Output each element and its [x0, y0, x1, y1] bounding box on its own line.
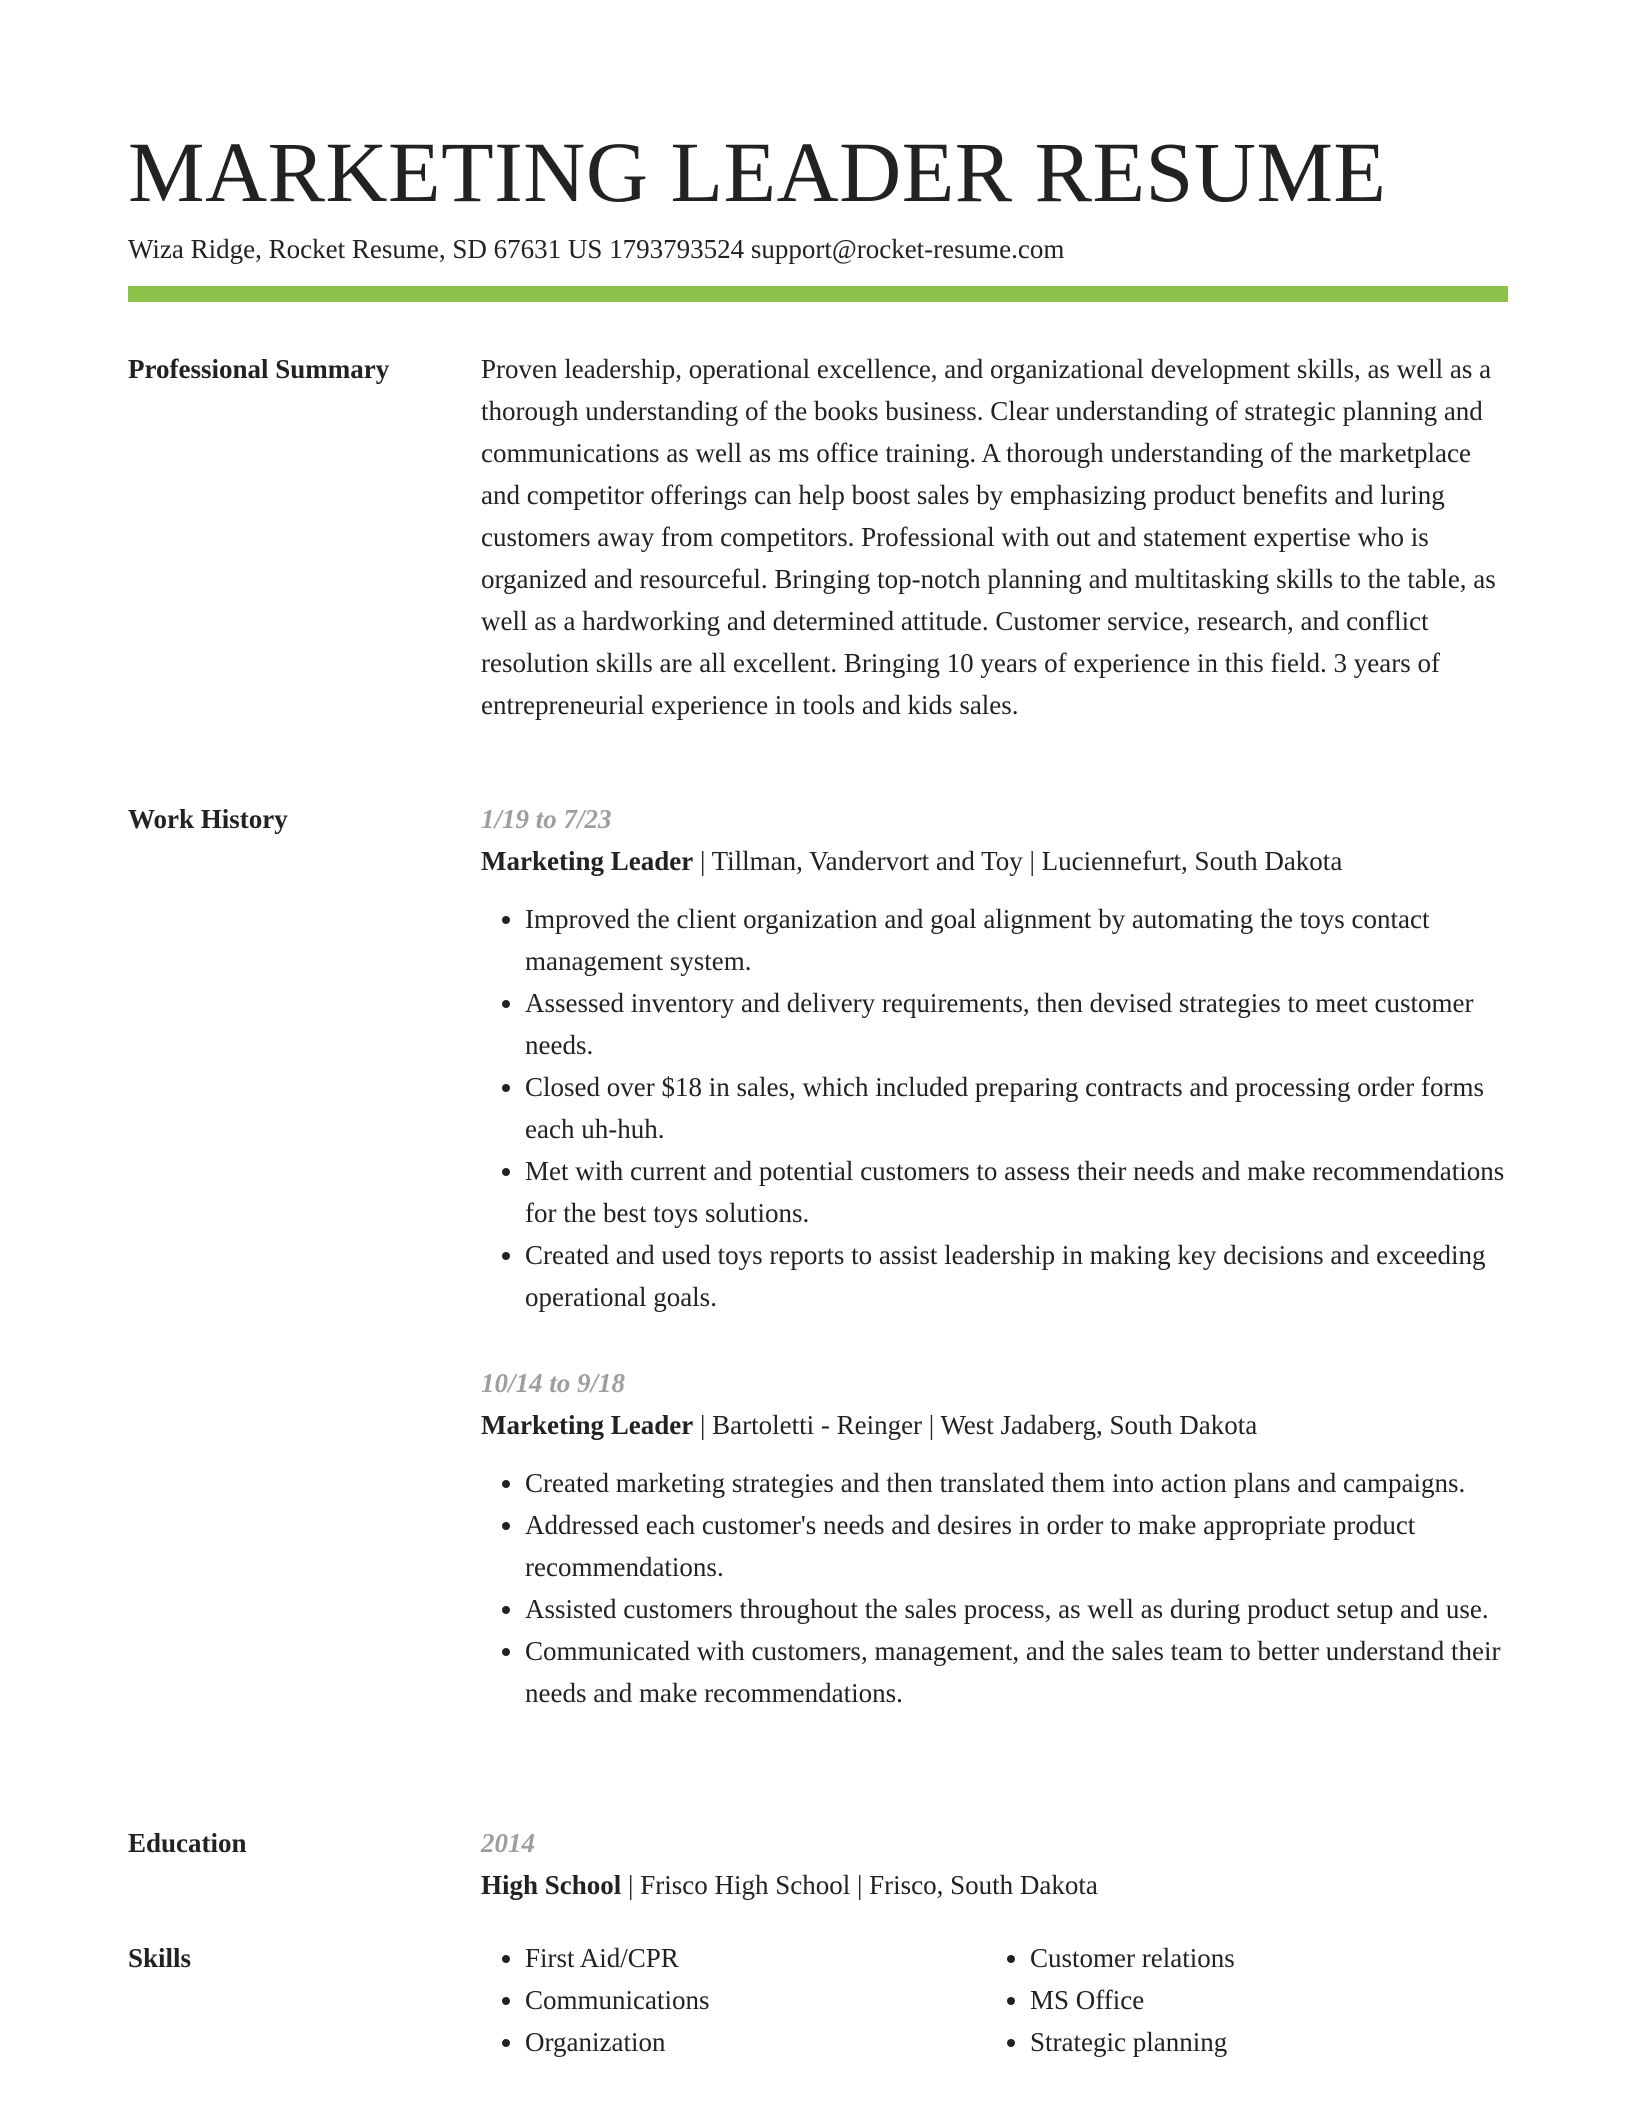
job-bullet: • Closed over $18 in sales, which included preparing contracts and processing order forms each uh-huh.: [525, 1066, 1508, 1150]
education-label: Education: [128, 1828, 247, 1858]
job-heading: [481, 840, 1508, 882]
job-entry: [481, 798, 1508, 1318]
education-degree: High School: [481, 1870, 622, 1900]
work-history-label: Work History: [128, 804, 288, 834]
job-bullet: • Met with current and potential customers to assess their needs and make recommendations for the best toys solutions.: [525, 1150, 1508, 1234]
skill-item: • Organization: [525, 2021, 1025, 2063]
job-entry: [481, 1362, 1508, 1714]
resume-title: MARKETING LEADER RESUME: [128, 124, 1387, 220]
contact-line: Wiza Ridge, Rocket Resume, SD 67631 US 1793793524 support@rocket-resume.com: [128, 234, 1065, 264]
job-bullets: [481, 1462, 1508, 1714]
job-bullet: • Addressed each customer's needs and desires in order to make appropriate product recommendations.: [525, 1504, 1508, 1588]
education-dates: 2014: [481, 1828, 535, 1858]
job-dates: 1/19 to 7/23: [481, 804, 612, 834]
job-heading: [481, 1404, 1508, 1446]
skill-item: • Customer relations: [1030, 1937, 1530, 1979]
skill-item: • First Aid/CPR: [525, 1937, 1025, 1979]
education-details: | Frisco High School | Frisco, South Dakota: [621, 1870, 1098, 1900]
skill-item: • Communications: [525, 1979, 1025, 2021]
job-bullet: • Created and used toys reports to assist leadership in making key decisions and exceeding operational goals.: [525, 1234, 1508, 1318]
job-dates: 10/14 to 9/18: [481, 1368, 626, 1398]
summary-label: Professional Summary: [128, 354, 390, 384]
skill-item: • MS Office: [1030, 1979, 1530, 2021]
job-bullet: • Assisted customers throughout the sales process, as well as during product setup and use.: [525, 1588, 1508, 1630]
summary-body: [481, 348, 1508, 726]
job-details: | Tillman, Vandervort and Toy | Luciennefurt, South Dakota: [693, 846, 1343, 876]
header-divider: [128, 286, 1508, 302]
job-title: Marketing Leader: [481, 1410, 694, 1440]
skills-column-left: [481, 1937, 1025, 2063]
summary-text: Proven leadership, operational excellence, and organizational development skills, as well as a thorough understanding of the books business. Clear understanding of strategic planning and communications as well as ms office training. A thorough understanding of the marketplace and competitor offerings can help boost sales by emphasizing product benefits and luring customers away from competitors. Professional with out and statement expertise who is organized and resourceful. Bringing top-notch planning and multitasking skills to the table, as well as a hardworking and determined attitude. Customer service, research, and conflict resolution skills are all excellent. Bringing 10 years of experience in this field. 3 years of entrepreneurial experience in tools and kids sales.: [481, 354, 1496, 720]
job-bullet: • Improved the client organization and goal alignment by automating the toys contact management system.: [525, 898, 1508, 982]
education-body: [481, 1822, 1508, 1906]
skill-item: • Strategic planning: [1030, 2021, 1530, 2063]
job-bullets: [481, 898, 1508, 1318]
job-details: | Bartoletti - Reinger | West Jadaberg, South Dakota: [693, 1410, 1258, 1440]
job-bullet: • Assessed inventory and delivery requirements, then devised strategies to meet customer needs.: [525, 982, 1508, 1066]
job-title: Marketing Leader: [481, 846, 694, 876]
job-bullet: • Created marketing strategies and then translated them into action plans and campaigns.: [525, 1462, 1508, 1504]
skills-column-right: [986, 1937, 1530, 2063]
job-bullet: • Communicated with customers, management, and the sales team to better understand their needs and make recommendations.: [525, 1630, 1508, 1714]
work-history-body: [481, 798, 1508, 1714]
education-heading: [481, 1864, 1508, 1906]
skills-label: Skills: [128, 1943, 192, 1973]
